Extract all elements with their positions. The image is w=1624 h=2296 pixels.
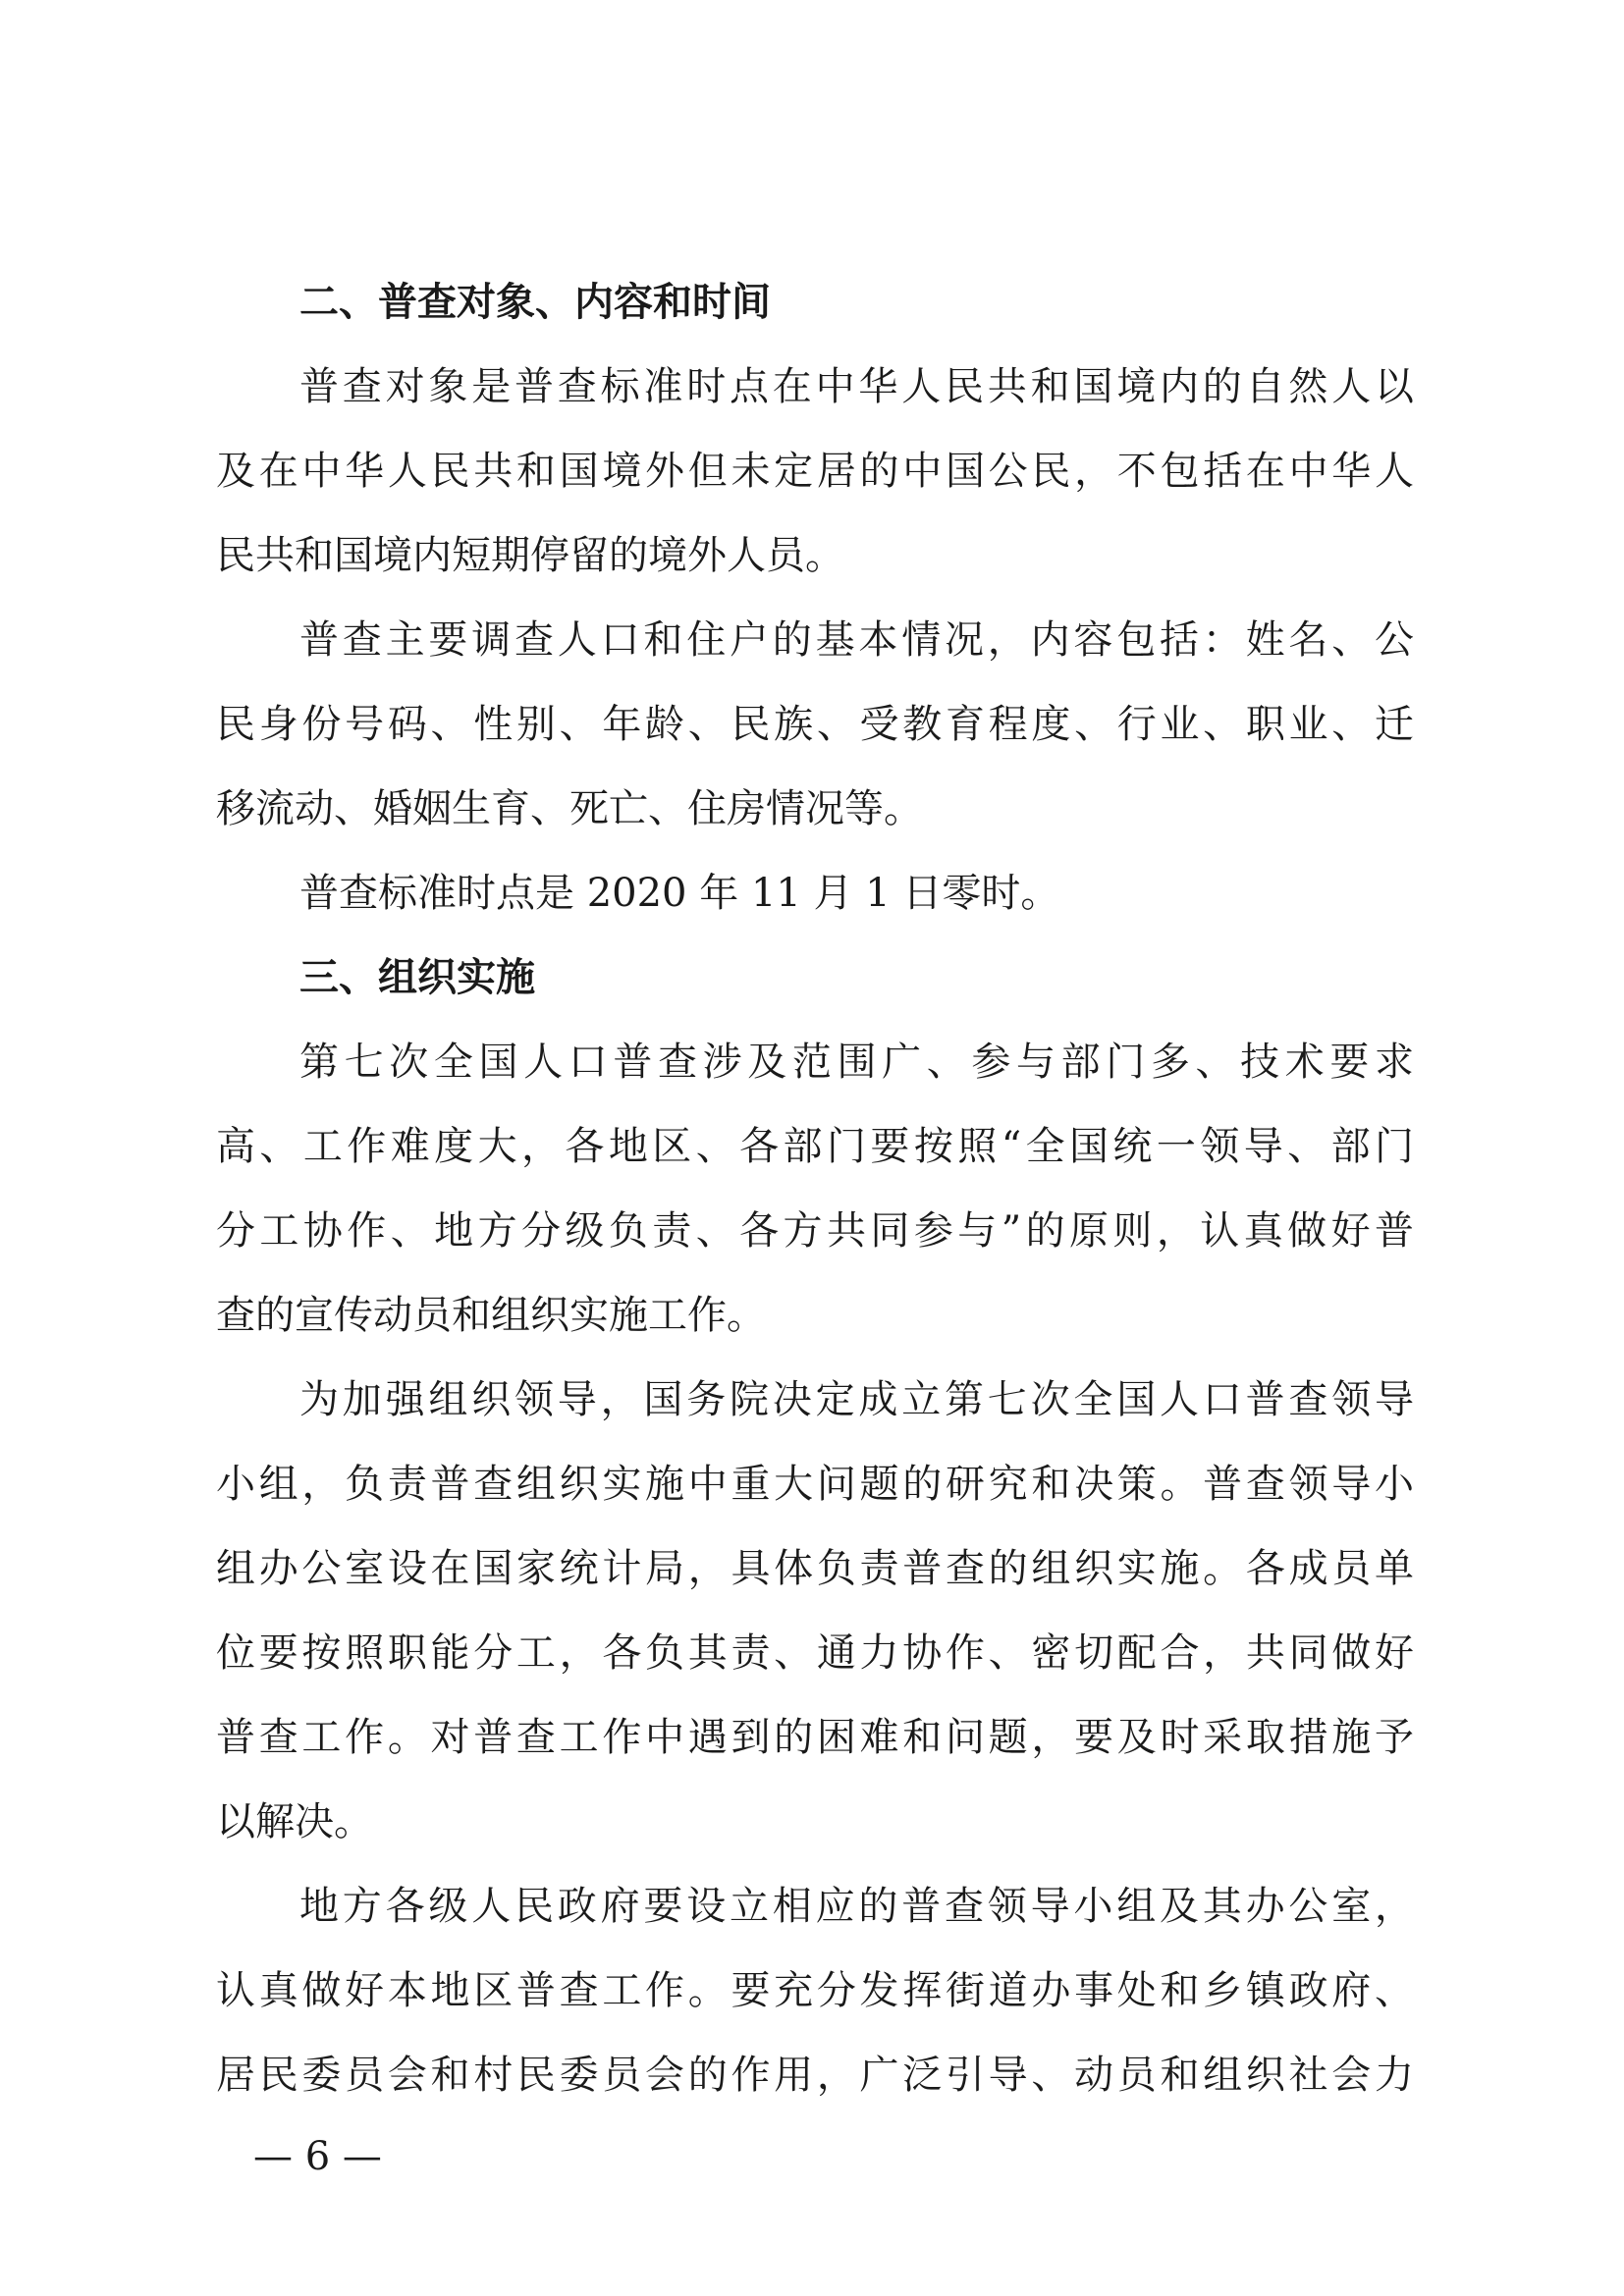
section-heading-2: 二、普查对象、内容和时间	[299, 280, 771, 325]
paragraph-line: 以解决。	[216, 1799, 373, 1844]
paragraph-line: 查的宣传动员和组织实施工作。	[216, 1293, 766, 1338]
paragraph-line: 民共和国境内短期停留的境外人员。	[216, 533, 844, 578]
paragraph-line: 为加强组织领导，国务院决定成立第七次全国人口普查领导	[299, 1377, 1414, 1422]
paragraph-line: 普查标准时点是 2020 年 11 月 1 日零时。	[299, 871, 1060, 916]
paragraph-line: 普查主要调查人口和住户的基本情况，内容包括：姓名、公	[299, 617, 1414, 663]
page-number: — 6 —	[253, 2134, 382, 2179]
paragraph-line: 认真做好本地区普查工作。要充分发挥街道办事处和乡镇政府、	[216, 1968, 1414, 2013]
paragraph-line: 位要按照职能分工，各负其责、通力协作、密切配合，共同做好	[216, 1630, 1414, 1676]
section-heading-3: 三、组织实施	[299, 955, 535, 1000]
paragraph-line: 民身份号码、性别、年龄、民族、受教育程度、行业、职业、迁	[216, 702, 1414, 747]
paragraph-line: 第七次全国人口普查涉及范围广、参与部门多、技术要求	[299, 1040, 1414, 1085]
paragraph-line: 小组，负责普查组织实施中重大问题的研究和决策。普查领导小	[216, 1462, 1414, 1507]
paragraph-line: 分工协作、地方分级负责、各方共同参与”的原则，认真做好普	[216, 1208, 1414, 1254]
paragraph-line: 普查对象是普查标准时点在中华人民共和国境内的自然人以	[299, 364, 1414, 409]
paragraph-line: 高、工作难度大，各地区、各部门要按照“全国统一领导、部门	[216, 1124, 1414, 1169]
paragraph-line: 地方各级人民政府要设立相应的普查领导小组及其办公室，	[299, 1884, 1414, 1929]
paragraph-line: 组办公室设在国家统计局，具体负责普查的组织实施。各成员单	[216, 1546, 1414, 1591]
paragraph-line: 移流动、婚姻生育、死亡、住房情况等。	[216, 786, 923, 831]
paragraph-line: 普查工作。对普查工作中遇到的困难和问题，要及时采取措施予	[216, 1715, 1414, 1760]
paragraph-line: 居民委员会和村民委员会的作用，广泛引导、动员和组织社会力	[216, 2053, 1414, 2098]
paragraph-line: 及在中华人民共和国境外但未定居的中国公民，不包括在中华人	[216, 449, 1414, 494]
